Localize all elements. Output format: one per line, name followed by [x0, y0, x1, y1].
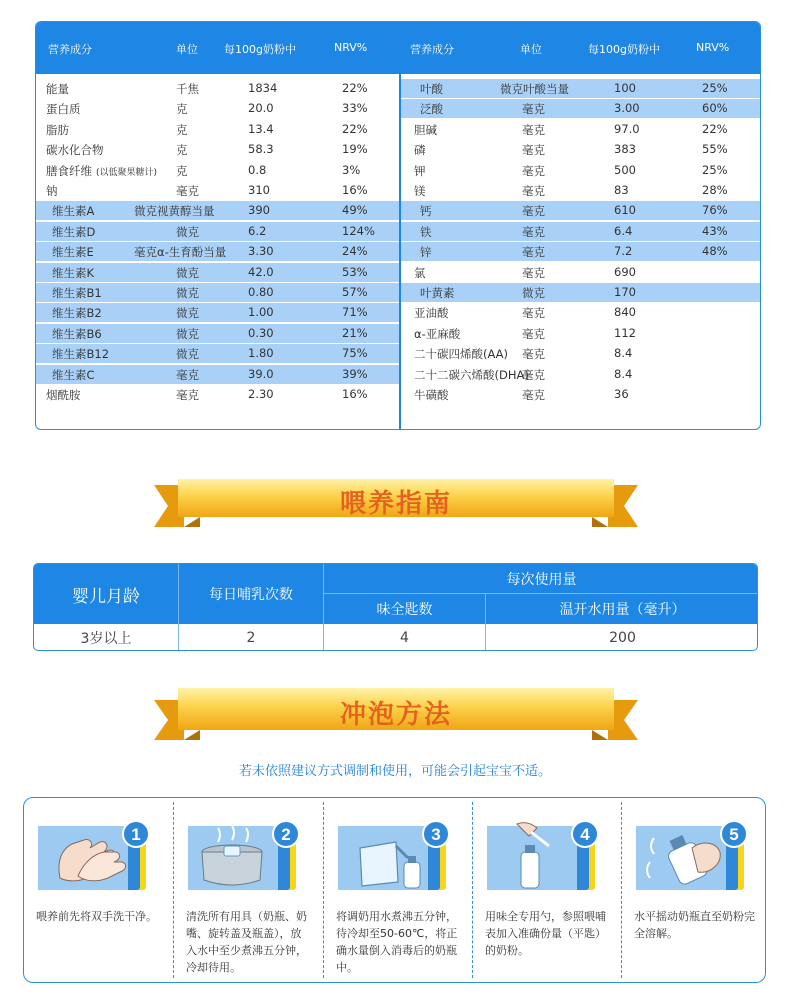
nutrition-row: [36, 324, 399, 343]
nutrient-unit: 毫克: [522, 306, 545, 321]
nutrient-name: 维生素D: [52, 224, 96, 239]
nutrient-amount: 58.3: [248, 142, 274, 157]
nutrient-name: 牛磺酸: [414, 388, 449, 402]
nutrient-unit: 克: [176, 122, 188, 137]
feeding-guide-banner: [154, 471, 638, 535]
feeding-table: [33, 563, 758, 651]
nutrient-name: 维生素B1: [52, 286, 102, 300]
nutrient-unit: 毫克: [522, 367, 545, 382]
nutrient-amount: 1.00: [248, 305, 274, 320]
nutrient-name: α-亚麻酸: [414, 326, 461, 341]
nutrient-nrv: 21%: [342, 325, 368, 340]
nutrition-row: [400, 303, 761, 322]
nutrition-row: [36, 99, 399, 118]
nutrition-row: [400, 201, 761, 220]
header-nutrient: 营养成分: [48, 43, 92, 56]
nutrient-name: 维生素K: [52, 265, 95, 280]
nutrition-row: [400, 99, 761, 118]
nutrient-nrv: 39%: [342, 366, 368, 381]
header-nutrient-right: 营养成分: [410, 43, 454, 56]
nutrient-amount: 0.80: [248, 285, 274, 299]
nutrition-row: [36, 242, 399, 261]
nutrient-name: 烟酰胺: [46, 388, 81, 402]
nutrient-amount: 500: [614, 162, 636, 177]
nutrient-nrv: 124%: [342, 223, 375, 238]
step-4-text: 用味全专用勺，参照喂哺表加入准确份量（平匙）的奶粉。: [485, 910, 606, 957]
nutrition-row: [400, 263, 761, 282]
nutrition-row: [36, 385, 399, 404]
step-2-number: 2: [281, 825, 291, 844]
nutrient-amount: 8.4: [614, 366, 633, 381]
step-4-number: 4: [580, 825, 590, 844]
nutrient-amount: 170: [614, 285, 636, 299]
feeding-header-age: 婴儿月龄: [34, 564, 178, 624]
nutrient-nrv: 49%: [342, 203, 368, 218]
nutrient-amount: 42.0: [248, 264, 274, 279]
nutrient-nrv: 16%: [342, 387, 368, 401]
nutrient-amount: 36: [614, 387, 629, 401]
nutrient-unit: 微克: [176, 347, 199, 362]
nutrient-name: 维生素B2: [52, 306, 102, 321]
nutrient-name: 钾: [414, 163, 426, 178]
nutrient-note: (以低聚果糖计): [96, 167, 158, 178]
nutrient-name: 胆碱: [414, 122, 437, 137]
step-2-text: 清洗所有用具（奶瓶、奶嘴、旋转盖及瓶盖），放入水中至少煮沸五分钟，冷却待用。: [186, 910, 307, 974]
header-nrv-right: NRV%: [696, 41, 730, 54]
preparation-warning: 若未依照建议方式调制和使用，可能会引起宝宝不适。: [238, 764, 551, 779]
nutrient-unit: 毫克: [522, 122, 545, 137]
nutrition-row: [36, 303, 399, 322]
feeding-cell-times: 2: [246, 630, 256, 646]
feeding-cell-age: 3岁以上: [80, 631, 132, 647]
nutrient-name: 维生素C: [52, 367, 95, 382]
nutrient-amount: 310: [248, 183, 270, 197]
nutrient-amount: 13.4: [248, 121, 274, 136]
nutrient-name: 镁: [414, 184, 426, 198]
nutrient-name: 磷: [414, 143, 426, 158]
feeding-header-usage: 每次使用量: [324, 564, 758, 593]
nutrient-unit: 毫克: [522, 102, 545, 117]
nutrient-unit: 毫克: [522, 204, 545, 219]
nutrient-unit: 微克: [176, 286, 199, 300]
feeding-cell-spoons: 4: [400, 630, 409, 646]
nutrient-nrv: 22%: [342, 121, 368, 136]
nutrient-amount: 0.30: [248, 325, 274, 340]
nutrient-name: 维生素E: [52, 245, 94, 260]
nutrient-name: 氯: [414, 265, 426, 280]
boil-utensils-illustration: [188, 818, 300, 890]
nutrient-amount: 3.00: [614, 101, 640, 116]
nutrient-nrv: 3%: [342, 162, 361, 177]
nutrition-row: [400, 324, 761, 343]
nutrient-unit: 毫克: [522, 143, 545, 158]
nutrition-row: [36, 120, 399, 139]
nutrient-nrv: 28%: [702, 183, 728, 197]
nutrient-unit: 微克: [176, 306, 199, 321]
nutrient-nrv: 24%: [342, 244, 368, 259]
nutrition-row: [400, 140, 761, 159]
preparation-title: 冲泡方法: [339, 700, 452, 730]
nutrient-unit: 微克: [176, 224, 199, 239]
nutrient-name: 泛酸: [420, 102, 443, 117]
nutrient-name: 维生素A: [52, 204, 95, 219]
nutrient-unit: 微克视黄醇当量: [134, 204, 215, 219]
nutrient-name: 钙: [420, 204, 432, 219]
nutrient-name: 蛋白质: [46, 102, 81, 117]
nutrient-unit: 克: [176, 143, 188, 158]
nutrient-unit: 毫克: [522, 184, 545, 198]
nutrient-nrv: 60%: [702, 101, 728, 116]
nutrient-unit: 毫克: [522, 163, 545, 178]
nutrient-amount: 100: [614, 81, 636, 95]
nutrient-amount: 383: [614, 142, 636, 157]
nutrient-unit: 毫克: [176, 367, 199, 382]
nutrient-nrv: 25%: [702, 162, 728, 177]
nutrition-row: [36, 201, 399, 220]
nutrient-unit: 毫克: [176, 184, 199, 198]
nutrient-unit: 毫克: [522, 388, 545, 402]
nutrient-amount: 6.2: [248, 223, 267, 238]
feeding-grid-line: [485, 593, 486, 651]
nutrient-name: 能量: [46, 82, 69, 96]
nutrient-unit: 毫克α-生育酚当量: [134, 245, 227, 260]
feeding-header-spoons: 味全匙数: [324, 594, 485, 624]
add-powder-illustration: [487, 818, 599, 890]
nutrient-name: 维生素B6: [52, 326, 102, 341]
feeding-header-water: 温开水用量（毫升）: [486, 594, 758, 624]
step-3: [324, 798, 472, 984]
preparation-banner: [154, 678, 638, 742]
nutrient-name: 二十二碳六烯酸(DHA): [414, 367, 529, 382]
nutrient-nrv: 25%: [702, 81, 728, 95]
nutrient-nrv: 75%: [342, 346, 368, 361]
nutrient-unit: 千焦: [176, 82, 199, 96]
nutrition-row: [36, 181, 399, 200]
feeding-header-times: 每日哺乳次数: [179, 564, 323, 624]
nutrition-row: [36, 365, 399, 384]
nutrient-amount: 39.0: [248, 366, 274, 381]
nutrition-table-header: [36, 22, 760, 74]
nutrition-row: [400, 242, 761, 261]
nutrient-name: 亚油酸: [414, 306, 449, 321]
nutrient-unit: 微克叶酸当量: [500, 82, 569, 96]
nutrition-row: [36, 222, 399, 241]
nutrition-row: [400, 222, 761, 241]
nutrient-name: 叶酸: [420, 82, 443, 96]
nutrient-amount: 690: [614, 264, 636, 279]
nutrient-amount: 20.0: [248, 101, 274, 116]
nutrient-name: 二十碳四烯酸(AA): [414, 347, 509, 362]
header-unit: 单位: [176, 43, 198, 56]
nutrient-name: 铁: [420, 224, 432, 239]
nutrition-row: [400, 79, 761, 98]
nutrient-unit: 毫克: [522, 265, 545, 280]
step-1: [24, 798, 173, 984]
nutrition-row: [36, 263, 399, 282]
nutrition-row: [36, 344, 399, 363]
step-3-text: 将调奶用水煮沸五分钟，待冷却至50-60℃，将正确水量倒入消毒后的奶瓶中。: [336, 910, 458, 974]
step-1-text: 喂养前先将双手洗干净。: [36, 910, 157, 923]
nutrient-amount: 97.0: [614, 121, 640, 136]
step-1-number: 1: [131, 825, 141, 844]
step-4: [473, 798, 621, 984]
nutrient-amount: 3.30: [248, 244, 274, 259]
step-5: [622, 798, 767, 984]
wash-hands-illustration: [38, 818, 150, 890]
nutrient-unit: 微克: [176, 265, 199, 280]
header-nrv: NRV%: [334, 41, 368, 54]
nutrient-name: 维生素B12: [52, 347, 110, 362]
nutrition-row: [400, 283, 761, 302]
feeding-grid-line: [178, 564, 179, 651]
nutrient-nrv: 43%: [702, 223, 728, 238]
nutrient-nrv: 76%: [702, 203, 728, 218]
feeding-grid-line: [323, 564, 324, 651]
nutrient-unit: 毫克: [522, 224, 545, 239]
nutrient-amount: 83: [614, 183, 629, 197]
nutrient-name: 碳水化合物: [46, 143, 104, 158]
nutrient-nrv: 57%: [342, 285, 368, 299]
nutrition-row: [400, 161, 761, 180]
nutrient-amount: 6.4: [614, 223, 633, 238]
shake-bottle-illustration: [636, 818, 748, 890]
nutrient-nrv: 22%: [342, 81, 368, 95]
nutrient-amount: 840: [614, 305, 636, 320]
header-unit-right: 单位: [520, 43, 542, 56]
nutrient-name: 锌: [420, 245, 432, 260]
nutrient-amount: 0.8: [248, 162, 267, 177]
nutrient-unit: 毫克: [522, 245, 545, 260]
feeding-grid-line: [324, 593, 758, 594]
header-per100g: 每100g奶粉中: [224, 43, 296, 56]
nutrition-row: [36, 161, 399, 180]
nutrient-name: 膳食纤维: [46, 163, 92, 178]
step-3-number: 3: [431, 825, 441, 844]
feeding-cell-water: 200: [609, 630, 636, 646]
nutrient-nrv: 16%: [342, 183, 368, 197]
nutrient-unit: 毫克: [522, 347, 545, 362]
nutrient-nrv: 48%: [702, 244, 728, 259]
nutrient-name: 叶黄素: [420, 286, 455, 300]
nutrient-nrv: 55%: [702, 142, 728, 157]
step-5-text: 水平摇动奶瓶直至奶粉完全溶解。: [634, 910, 755, 940]
nutrient-amount: 112: [614, 325, 636, 340]
nutrient-nrv: 22%: [702, 121, 728, 136]
pour-water-illustration: [338, 818, 450, 890]
nutrient-name: 钠: [46, 184, 58, 198]
nutrient-amount: 1.80: [248, 346, 274, 361]
nutrient-unit: 克: [176, 102, 188, 117]
nutrient-nrv: 33%: [342, 101, 368, 116]
nutrient-nrv: 71%: [342, 305, 368, 320]
nutrition-row: [36, 79, 399, 98]
nutrient-unit: 微克: [522, 286, 545, 300]
nutrient-name: 脂肪: [46, 122, 69, 137]
nutrition-row: [36, 140, 399, 159]
step-5-number: 5: [729, 825, 739, 844]
nutrient-amount: 610: [614, 203, 636, 218]
nutrient-unit: 克: [176, 163, 188, 178]
nutrition-row: [400, 385, 761, 404]
nutrient-nrv: 53%: [342, 264, 368, 279]
nutrient-amount: 1834: [248, 81, 278, 95]
nutrition-column-divider: [399, 22, 401, 429]
nutrient-unit: 毫克: [522, 326, 545, 341]
nutrition-row: [400, 120, 761, 139]
nutrient-nrv: 19%: [342, 142, 368, 157]
nutrition-row: [400, 365, 761, 384]
nutrition-row: [400, 344, 761, 363]
step-2: [174, 798, 323, 984]
header-per100g-right: 每100g奶粉中: [588, 43, 660, 56]
nutrition-row: [36, 283, 399, 302]
preparation-steps: [23, 797, 766, 983]
nutrition-row: [400, 181, 761, 200]
feeding-guide-title: 喂养指南: [339, 489, 452, 519]
nutrient-amount: 390: [248, 203, 270, 218]
nutrition-table: [35, 21, 761, 430]
nutrient-amount: 7.2: [614, 244, 633, 259]
nutrient-unit: 微克: [176, 326, 199, 341]
nutrient-unit: 毫克: [176, 388, 199, 402]
nutrient-amount: 2.30: [248, 387, 274, 401]
nutrient-amount: 8.4: [614, 346, 633, 361]
